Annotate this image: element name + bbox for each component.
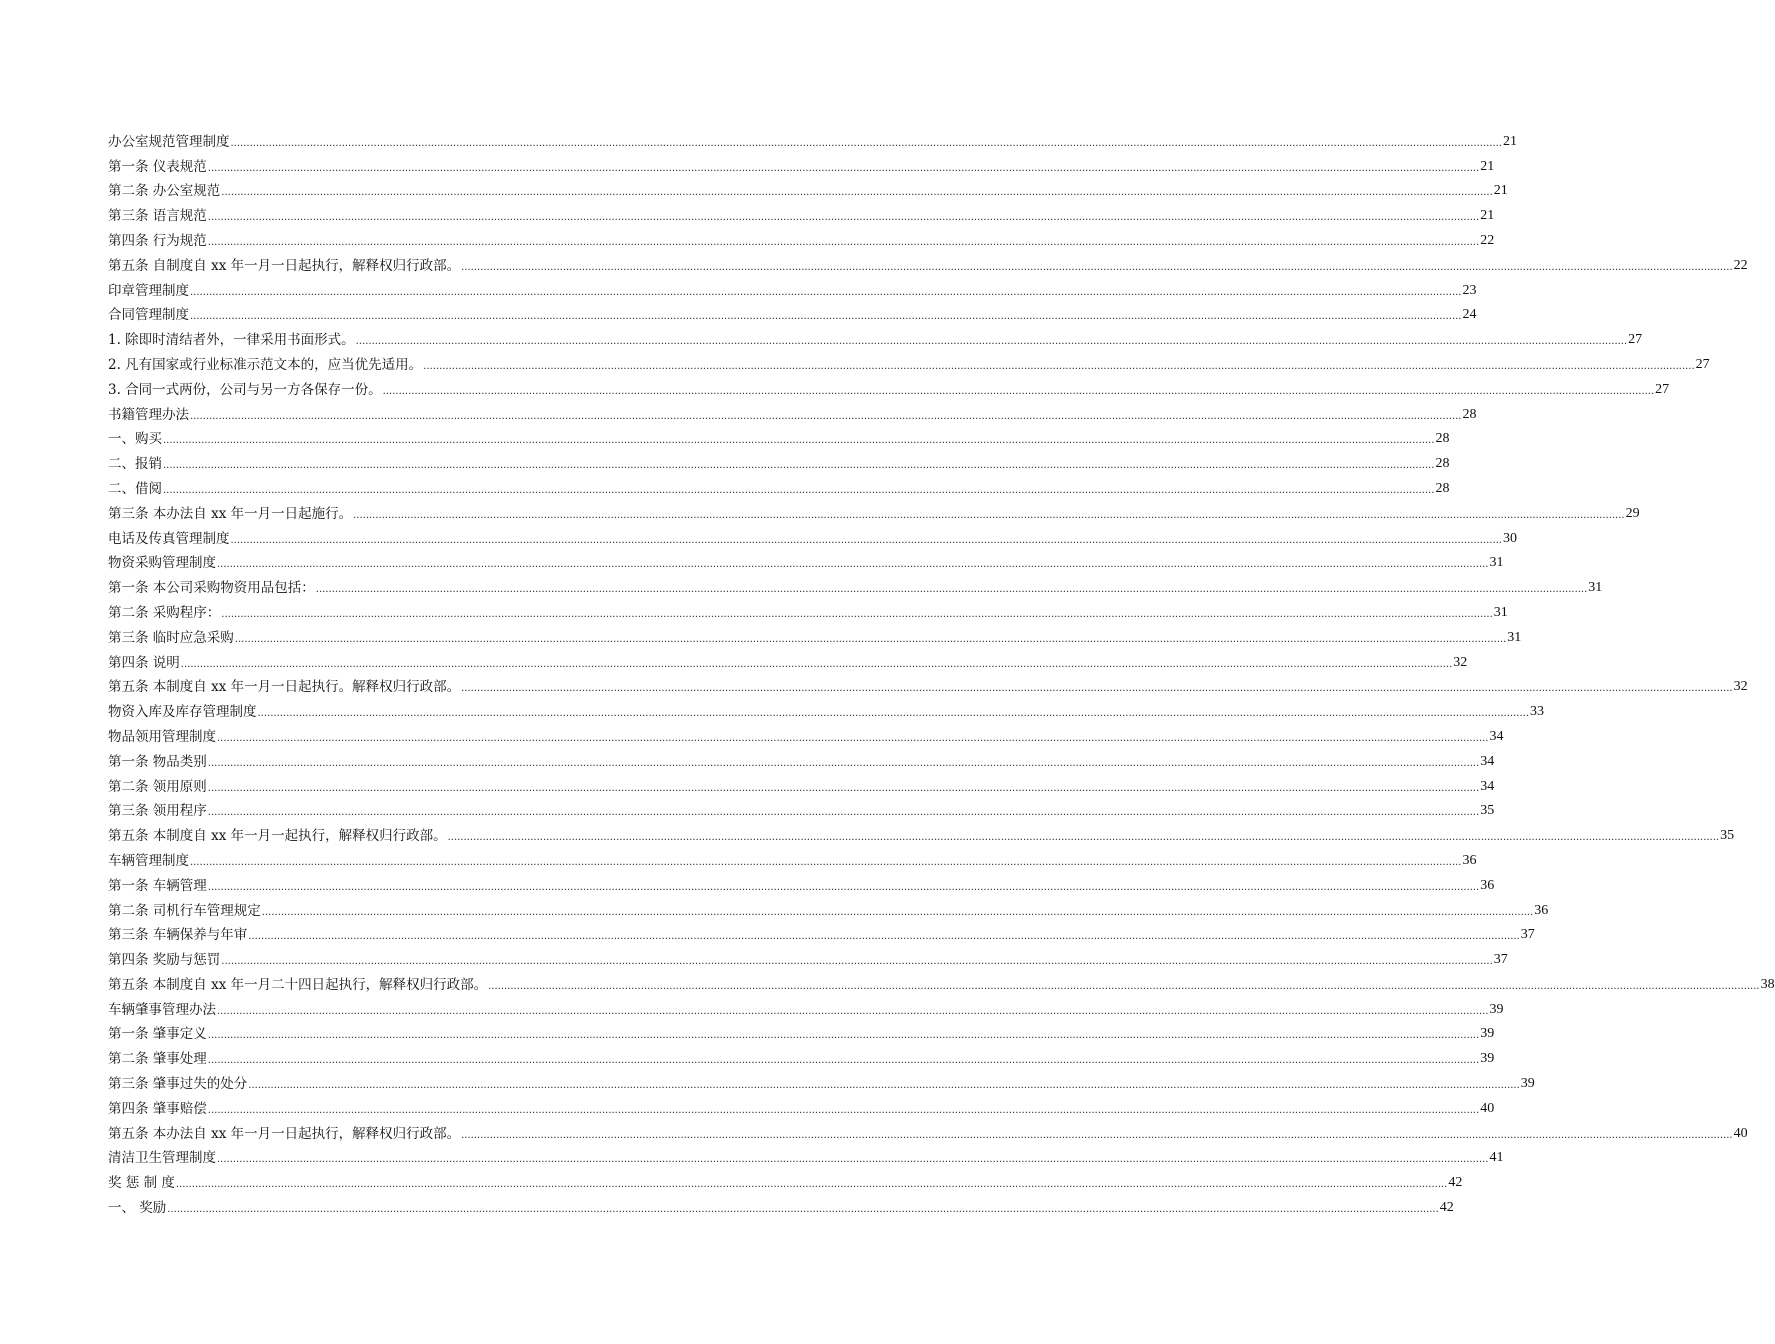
toc-dot-leader: ................................................................................................................................................................................................................................................................................................................................................................................................................ (261, 906, 1534, 918)
toc-entry-page-number: 28 (1462, 406, 1477, 422)
toc-entry-page-number: 39 (1480, 1051, 1495, 1067)
toc-entry-page-number: 30 (1502, 530, 1517, 546)
toc-entry[interactable] (108, 647, 1468, 672)
toc-entry-title: 第四条 说明 (108, 654, 180, 671)
toc-entry[interactable] (108, 572, 1603, 597)
toc-dot-leader: ................................................................................................................................................................................................................................................................................................................................................................................................................ (163, 484, 1435, 496)
toc-entry-page-number: 34 (1480, 753, 1495, 769)
toc-entry[interactable] (108, 225, 1495, 250)
toc-entry-page-number: 39 (1480, 1026, 1495, 1042)
toc-dot-leader: ................................................................................................................................................................................................................................................................................................................................................................................................................ (190, 856, 1462, 868)
toc-dot-leader: ................................................................................................................................................................................................................................................................................................................................................................................................................ (175, 1179, 1448, 1191)
toc-entry[interactable] (108, 994, 1504, 1019)
toc-dot-leader: ................................................................................................................................................................................................................................................................................................................................................................................................................ (207, 1055, 1480, 1067)
toc-entry-title: 第五条 本办法自 xx 年一月一日起执行，解释权归行政部。 (108, 1125, 461, 1142)
toc-entry[interactable] (108, 622, 1522, 647)
toc-entry-page-number: 21 (1493, 183, 1508, 199)
toc-dot-leader: ................................................................................................................................................................................................................................................................................................................................................................................................................ (355, 336, 1628, 348)
toc-dot-leader: ................................................................................................................................................................................................................................................................................................................................................................................................................ (163, 460, 1435, 472)
toc-dot-leader: ................................................................................................................................................................................................................................................................................................................................................................................................................ (190, 286, 1462, 298)
toc-dot-leader: ................................................................................................................................................................................................................................................................................................................................................................................................................ (230, 137, 1502, 149)
toc-dot-leader: ................................................................................................................................................................................................................................................................................................................................................................................................................ (382, 385, 1655, 397)
toc-entry-title: 车辆肇事管理办法 (108, 1001, 216, 1018)
toc-entry-title: 第一条 仪表规范 (108, 158, 207, 175)
toc-entry[interactable] (108, 498, 1640, 523)
toc-dot-leader: ................................................................................................................................................................................................................................................................................................................................................................................................................ (353, 509, 1625, 521)
toc-entry[interactable] (108, 275, 1477, 300)
toc-entry-page-number: 24 (1462, 307, 1477, 323)
toc-entry-page-number: 27 (1695, 356, 1710, 372)
toc-dot-leader: ................................................................................................................................................................................................................................................................................................................................................................................................................ (207, 881, 1480, 893)
toc-entry[interactable] (108, 920, 1535, 945)
toc-entry-page-number: 21 (1480, 158, 1495, 174)
toc-entry-title: 第一条 物品类别 (108, 753, 207, 770)
toc-entry[interactable] (108, 399, 1477, 424)
toc-dot-leader: ................................................................................................................................................................................................................................................................................................................................................................................................................ (207, 782, 1480, 794)
toc-entry[interactable] (108, 250, 1748, 275)
toc-entry-page-number: 22 (1733, 257, 1748, 273)
toc-entry-page-number: 23 (1462, 282, 1477, 298)
toc-entry[interactable] (108, 424, 1450, 449)
toc-dot-leader: ................................................................................................................................................................................................................................................................................................................................................................................................................ (207, 236, 1480, 248)
toc-dot-leader: ................................................................................................................................................................................................................................................................................................................................................................................................................ (248, 1080, 1520, 1092)
toc-entry-title: 第四条 肇事赔偿 (108, 1100, 207, 1117)
toc-entry-page-number: 31 (1507, 629, 1522, 645)
toc-entry-page-number: 42 (1448, 1175, 1463, 1191)
toc-dot-leader: ................................................................................................................................................................................................................................................................................................................................................................................................................ (221, 187, 1493, 199)
toc-entry[interactable] (108, 845, 1477, 870)
toc-entry-title: 第二条 办公室规范 (108, 183, 221, 200)
toc-entry-page-number: 22 (1480, 232, 1495, 248)
toc-entry[interactable] (108, 448, 1450, 473)
toc-dot-leader: ................................................................................................................................................................................................................................................................................................................................................................................................................ (234, 633, 1507, 645)
toc-entry[interactable] (108, 969, 1775, 994)
toc-entry[interactable] (108, 1192, 1454, 1217)
toc-entry-page-number: 40 (1733, 1125, 1748, 1141)
toc-entry-page-number: 27 (1655, 381, 1670, 397)
toc-entry-title: 书籍管理办法 (108, 406, 189, 423)
toc-entry[interactable] (108, 870, 1495, 895)
toc-entry-title: 清洁卫生管理制度 (108, 1150, 216, 1167)
toc-entry-page-number: 38 (1760, 976, 1775, 992)
toc-dot-leader: ................................................................................................................................................................................................................................................................................................................................................................................................................ (207, 757, 1480, 769)
toc-entry-title: 一、 奖励 (108, 1200, 167, 1217)
toc-entry[interactable] (108, 696, 1544, 721)
toc-entry-page-number: 31 (1489, 555, 1504, 571)
toc-entry[interactable] (108, 1167, 1463, 1192)
toc-entry-page-number: 39 (1489, 1001, 1504, 1017)
toc-entry[interactable] (108, 1143, 1504, 1168)
toc-entry-page-number: 27 (1628, 332, 1643, 348)
toc-entry-title: 奖 惩 制 度 (108, 1175, 175, 1192)
toc-entry-page-number: 37 (1493, 952, 1508, 968)
toc-entry-title: 第五条 本制度自 xx 年一月二十四日起执行，解释权归行政部。 (108, 976, 488, 993)
toc-entry-title: 二、报销 (108, 456, 162, 473)
toc-entry[interactable] (108, 349, 1710, 374)
toc-dot-leader: ................................................................................................................................................................................................................................................................................................................................................................................................................ (221, 608, 1493, 620)
toc-entry-title: 合同管理制度 (108, 307, 189, 324)
toc-dot-leader: ................................................................................................................................................................................................................................................................................................................................................................................................................ (207, 1030, 1480, 1042)
toc-entry-page-number: 21 (1502, 133, 1517, 149)
toc-entry-title: 第四条 奖励与惩罚 (108, 952, 221, 969)
toc-entry[interactable] (108, 721, 1504, 746)
toc-dot-leader: ................................................................................................................................................................................................................................................................................................................................................................................................................ (207, 807, 1480, 819)
toc-dot-leader: ................................................................................................................................................................................................................................................................................................................................................................................................................ (257, 708, 1529, 720)
toc-entry-title: 第二条 领用原则 (108, 778, 207, 795)
toc-entry-title: 电话及传真管理制度 (108, 530, 230, 547)
toc-entry[interactable] (108, 1093, 1495, 1118)
toc-entry[interactable] (108, 300, 1477, 325)
toc-entry[interactable] (108, 820, 1735, 845)
toc-entry-page-number: 35 (1720, 828, 1735, 844)
toc-dot-leader: ................................................................................................................................................................................................................................................................................................................................................................................................................ (207, 162, 1480, 174)
toc-entry[interactable] (108, 473, 1450, 498)
toc-entry-page-number: 28 (1435, 431, 1450, 447)
toc-entry-page-number: 32 (1453, 654, 1468, 670)
toc-dot-leader: ................................................................................................................................................................................................................................................................................................................................................................................................................ (217, 559, 1489, 571)
toc-dot-leader: ................................................................................................................................................................................................................................................................................................................................................................................................................ (461, 1129, 1733, 1141)
toc-entry-page-number: 34 (1480, 778, 1495, 794)
toc-entry[interactable] (108, 523, 1517, 548)
toc-entry-title: 一、购买 (108, 431, 162, 448)
toc-entry-page-number: 42 (1439, 1200, 1454, 1216)
toc-entry[interactable] (108, 895, 1549, 920)
toc-dot-leader: ................................................................................................................................................................................................................................................................................................................................................................................................................ (461, 683, 1733, 695)
toc-entry-title: 第三条 语言规范 (108, 208, 207, 225)
toc-entry[interactable] (108, 1043, 1495, 1068)
toc-dot-leader: ................................................................................................................................................................................................................................................................................................................................................................................................................ (230, 534, 1502, 546)
toc-dot-leader: ................................................................................................................................................................................................................................................................................................................................................................................................................ (248, 931, 1520, 943)
toc-entry[interactable] (108, 672, 1748, 697)
toc-entry-title: 第三条 肇事过失的处分 (108, 1076, 248, 1093)
toc-dot-leader: ................................................................................................................................................................................................................................................................................................................................................................................................................ (217, 1154, 1489, 1166)
toc-entry-title: 第一条 车辆管理 (108, 877, 207, 894)
table-of-contents (108, 126, 1775, 1217)
toc-entry-title: 第二条 采购程序： (108, 604, 221, 621)
toc-entry[interactable] (108, 944, 1508, 969)
toc-entry-title: 第三条 临时应急采购 (108, 629, 234, 646)
toc-entry[interactable] (108, 796, 1495, 821)
toc-entry-title: 物品领用管理制度 (108, 728, 216, 745)
toc-entry[interactable] (108, 771, 1495, 796)
toc-entry-title: 第四条 行为规范 (108, 232, 207, 249)
toc-dot-leader: ................................................................................................................................................................................................................................................................................................................................................................................................................ (190, 410, 1462, 422)
toc-dot-leader: ................................................................................................................................................................................................................................................................................................................................................................................................................ (217, 1005, 1489, 1017)
toc-entry[interactable] (108, 1019, 1495, 1044)
toc-dot-leader: ................................................................................................................................................................................................................................................................................................................................................................................................................ (163, 435, 1435, 447)
toc-entry-page-number: 37 (1520, 927, 1535, 943)
toc-entry-page-number: 29 (1625, 505, 1640, 521)
toc-entry-title: 物资入库及库存管理制度 (108, 704, 257, 721)
toc-entry-title: 第五条 自制度自 xx 年一月一日起执行，解释权归行政部。 (108, 257, 461, 274)
toc-dot-leader: ................................................................................................................................................................................................................................................................................................................................................................................................................ (217, 732, 1489, 744)
toc-entry-page-number: 40 (1480, 1100, 1495, 1116)
toc-entry-page-number: 28 (1435, 456, 1450, 472)
toc-entry[interactable] (108, 151, 1495, 176)
toc-entry[interactable] (108, 126, 1517, 151)
toc-entry-title: 二、借阅 (108, 480, 162, 497)
toc-entry[interactable] (108, 1118, 1748, 1143)
toc-entry-title: 第一条 本公司采购物资用品包括： (108, 580, 315, 597)
toc-dot-leader: ................................................................................................................................................................................................................................................................................................................................................................................................................ (180, 658, 1453, 670)
toc-entry-title: 印章管理制度 (108, 282, 189, 299)
toc-entry-title: 办公室规范管理制度 (108, 133, 230, 150)
toc-entry-page-number: 36 (1480, 877, 1495, 893)
toc-entry-page-number: 36 (1534, 902, 1549, 918)
toc-dot-leader: ................................................................................................................................................................................................................................................................................................................................................................................................................ (315, 584, 1588, 596)
toc-dot-leader: ................................................................................................................................................................................................................................................................................................................................................................................................................ (447, 832, 1720, 844)
toc-entry[interactable] (108, 548, 1504, 573)
toc-dot-leader: ................................................................................................................................................................................................................................................................................................................................................................................................................ (221, 956, 1493, 968)
toc-dot-leader: ................................................................................................................................................................................................................................................................................................................................................................................................................ (423, 360, 1695, 372)
toc-entry-title: 第三条 车辆保养与年审 (108, 927, 248, 944)
toc-dot-leader: ................................................................................................................................................................................................................................................................................................................................................................................................................ (488, 980, 1760, 992)
toc-entry-page-number: 31 (1493, 604, 1508, 620)
toc-entry[interactable] (108, 176, 1508, 201)
toc-entry-page-number: 35 (1480, 803, 1495, 819)
toc-entry-page-number: 39 (1520, 1076, 1535, 1092)
toc-entry-title: 车辆管理制度 (108, 852, 189, 869)
toc-entry-page-number: 34 (1489, 728, 1504, 744)
toc-dot-leader: ................................................................................................................................................................................................................................................................................................................................................................................................................ (190, 311, 1462, 323)
toc-entry-title: 第一条 肇事定义 (108, 1026, 207, 1043)
toc-entry[interactable] (108, 374, 1670, 399)
toc-entry-title: 物资采购管理制度 (108, 555, 216, 572)
toc-entry[interactable] (108, 200, 1495, 225)
toc-entry-title: 3. 合同一式两份，公司与另一方各保存一份。 (108, 381, 382, 398)
toc-entry[interactable] (108, 324, 1643, 349)
toc-entry[interactable] (108, 746, 1495, 771)
toc-entry-title: 1. 除即时清结者外，一律采用书面形式。 (108, 332, 355, 349)
toc-entry-page-number: 21 (1480, 208, 1495, 224)
toc-entry[interactable] (108, 1068, 1535, 1093)
toc-entry-page-number: 31 (1588, 580, 1603, 596)
toc-entry[interactable] (108, 597, 1508, 622)
toc-entry-title: 第二条 司机行车管理规定 (108, 902, 261, 919)
toc-entry-title: 第三条 本办法自 xx 年一月一日起施行。 (108, 505, 353, 522)
toc-entry-page-number: 32 (1733, 679, 1748, 695)
toc-dot-leader: ................................................................................................................................................................................................................................................................................................................................................................................................................ (207, 212, 1480, 224)
toc-entry-title: 第二条 肇事处理 (108, 1051, 207, 1068)
toc-dot-leader: ................................................................................................................................................................................................................................................................................................................................................................................................................ (207, 1104, 1480, 1116)
toc-entry-page-number: 41 (1489, 1150, 1504, 1166)
toc-dot-leader: ................................................................................................................................................................................................................................................................................................................................................................................................................ (167, 1204, 1439, 1216)
toc-entry-page-number: 28 (1435, 480, 1450, 496)
toc-entry-page-number: 36 (1462, 852, 1477, 868)
toc-entry-title: 2. 凡有国家或行业标准示范文本的，应当优先适用。 (108, 356, 423, 373)
toc-entry-title: 第三条 领用程序 (108, 803, 207, 820)
toc-entry-page-number: 33 (1529, 704, 1544, 720)
toc-entry-title: 第五条 本制度自 xx 年一月一日起执行。解释权归行政部。 (108, 679, 461, 696)
toc-dot-leader: ................................................................................................................................................................................................................................................................................................................................................................................................................ (461, 261, 1733, 273)
toc-entry-title: 第五条 本制度自 xx 年一月一起执行，解释权归行政部。 (108, 828, 447, 845)
